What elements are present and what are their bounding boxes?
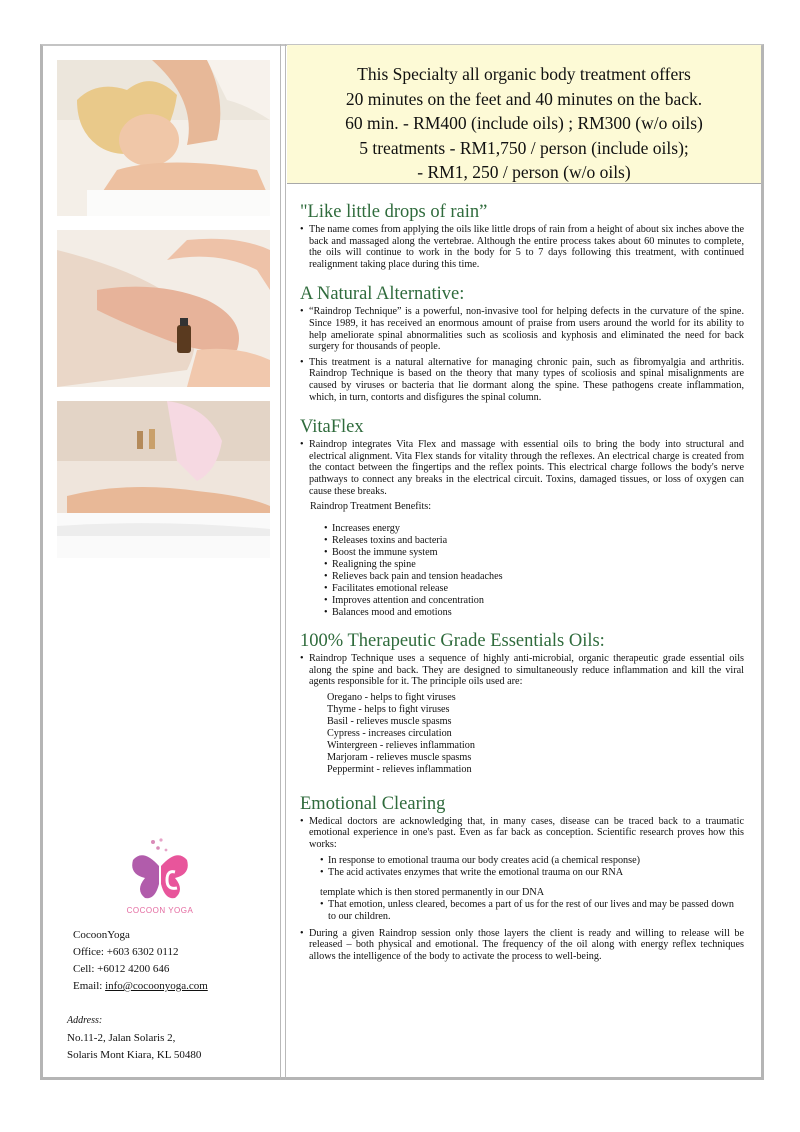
emotional-sub-item-3: • That emotion, unless cleared, becomes a part of us for the rest of our lives and may be passed down to our children. <box>320 899 744 923</box>
benefits-list <box>324 523 744 619</box>
emotional-sub-item-1: • In response to emotional trauma our body creates acid (a chemical response) <box>320 855 744 867</box>
emotional-sub-item-2-cont: template which is then stored permanently in our DNA <box>320 886 545 898</box>
offer-line4: 5 treatments - RM1,750 / person (include oils); <box>359 137 689 158</box>
emotional-paragraph-2: • During a given Raindrop session only those layers the client is ready and willing to release will be released – both physical and emotional. The frequency of the oil along with energy reflex techniques allows the intelligence of the body to activate the process to well-being. <box>300 928 744 963</box>
oil-item: Peppermint - relieves inflammation <box>327 763 472 775</box>
main-content <box>300 200 744 966</box>
emotional-list-2 <box>300 928 744 963</box>
benefit-item: • Releases toxins and bacteria <box>324 535 744 547</box>
benefit-item: • Increases energy <box>324 523 744 535</box>
email-link[interactable]: info@cocoonyoga.com <box>105 980 208 992</box>
photo-foot-reflexology <box>57 230 270 387</box>
oil-item: Basil - relieves muscle spasms <box>327 715 452 727</box>
contact-block <box>73 927 208 995</box>
contact-cell: Cell: +6012 4200 646 <box>73 963 170 975</box>
logo-text: COCOON YOGA <box>126 906 194 915</box>
column-divider <box>280 44 286 1080</box>
benefit-item: • Facilitates emotional release <box>324 583 744 595</box>
vitaflex-paragraph: • Raindrop integrates Vita Flex and massage with essential oils to bring the body into structural and electrical alignment. Vita Flex stands for vitality through the reflexes. An electrical charge is created from the contact between the fingertips and the reflex points. This electrical charge follows the body's nerve pathways to connect any breaks in the electrical circuit. Toxins, damaged tissues, or loss of oxygen can cause these breaks. <box>300 439 744 497</box>
section-title-oils: 100% Therapeutic Grade Essentials Oils: <box>300 631 605 652</box>
oils-list <box>327 692 744 776</box>
contact-email-row <box>73 978 208 995</box>
emotional-sub-item-2: • The acid activates enzymes that write the emotional trauma on our RNA <box>320 867 744 879</box>
offer-line5: - RM1, 250 / person (w/o oils) <box>417 162 631 183</box>
oils-intro-list <box>300 653 744 688</box>
address-line2: Solaris Mont Kiara, KL 50480 <box>67 1049 202 1061</box>
offer-line1: This Specialty all organic body treatment offers <box>357 64 691 84</box>
rain-list <box>300 224 744 270</box>
benefit-item: • Relieves back pain and tension headaches <box>324 571 744 583</box>
offer-box <box>287 45 761 184</box>
section-title-rain: "Like little drops of rain” <box>300 202 488 222</box>
offer-line3: 60 min. - RM400 (include oils) ; RM300 (w/o oils) <box>345 113 703 134</box>
oil-item: Cypress - increases circulation <box>327 727 452 739</box>
emotional-paragraph-1: • Medical doctors are acknowledging that, in many cases, disease can be traced back to a traumatic emotional experience in one's past. Even as far back as conception. Scientific research proves how this works: <box>300 816 744 851</box>
section-title-natural: A Natural Alternative: <box>300 284 465 305</box>
oil-item: Thyme - helps to fight viruses <box>327 703 450 715</box>
photo-shoulder-massage <box>57 60 270 216</box>
section-title-emotional: Emotional Clearing <box>300 793 446 814</box>
emotional-list <box>300 816 744 851</box>
cocoon-yoga-logo <box>125 836 195 918</box>
emotional-sub-list <box>320 855 744 879</box>
section-title-vitaflex: VitaFlex <box>300 417 364 438</box>
oil-item: Oregano - helps to fight viruses <box>327 691 456 703</box>
vitaflex-list <box>300 439 744 497</box>
benefit-item: • Balances mood and emotions <box>324 607 744 619</box>
address-line1: No.11-2, Jalan Solaris 2, <box>67 1031 176 1044</box>
butterfly-logo-icon <box>125 836 195 906</box>
benefit-item: • Improves attention and concentration <box>324 595 744 607</box>
offer-line2: 20 minutes on the feet and 40 minutes on the back. <box>345 88 703 109</box>
benefit-item: • Realigning the spine <box>324 559 744 571</box>
natural-paragraph-1: • “Raindrop Technique” is a powerful, non-invasive tool for helping defects in the curvature of the spine. Since 1989, it has received an enormous amount of praise from users around the world for its ability to help ameliorate spinal abnormalities such as scoliosis and kyphosis and eliminated the need for back surgery for thousands of people. <box>300 306 744 352</box>
benefit-item: • Boost the immune system <box>324 547 744 559</box>
contact-name: CocoonYoga <box>73 929 130 941</box>
rain-paragraph: • The name comes from applying the oils like little drops of rain from a height of about six inches above the back and massaged along the vertebrae. Although the entire process takes about 60 minutes to complete, the oils will continue to work in the body for 5 to 7 days following this treatment, with continued realignment taking place during this time. <box>300 224 744 270</box>
photo-back-massage <box>57 401 270 558</box>
oils-paragraph: • Raindrop Technique uses a sequence of highly anti-microbial, organic therapeutic grade essential oils along the spine and back. They are designed to simultaneously reduce inflammation and kill the viral agents responsible for it. The principle oils used are: <box>300 653 744 688</box>
natural-list <box>300 306 744 403</box>
natural-paragraph-2: • This treatment is a natural alternative for managing chronic pain, such as fibromyalgia and arthritis. Raindrop Technique is based on the theory that many types of scoliosis and spinal misalignments are caused by viruses or bacteria that lie dormant along the spine. These pathogens create inflammation, which, in turn, contorts and disfigures the spinal column. <box>300 357 744 403</box>
emotional-sub-list-2 <box>320 899 744 923</box>
oil-item: Marjoram - relieves muscle spasms <box>327 751 472 763</box>
address-block <box>67 1012 201 1065</box>
address-label: Address: <box>67 1015 103 1026</box>
benefits-label: Raindrop Treatment Benefits: <box>310 501 432 513</box>
contact-office: Office: +603 6302 0112 <box>73 946 179 958</box>
oil-item: Wintergreen - relieves inflammation <box>327 739 475 751</box>
email-label: Email: <box>73 980 106 992</box>
